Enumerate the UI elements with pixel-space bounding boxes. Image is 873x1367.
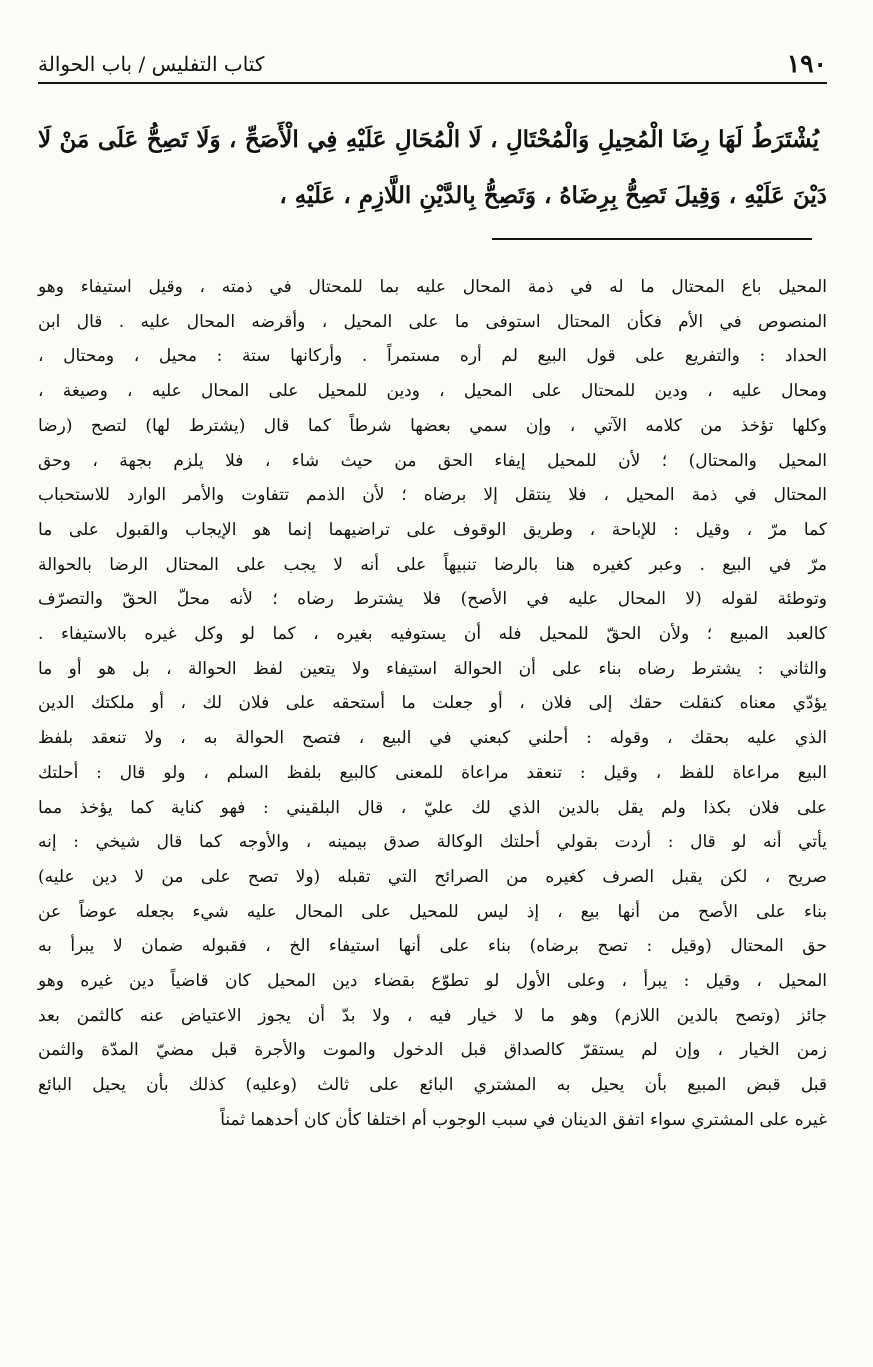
commentary-line: وتوطئة لقوله (لا المحال عليه في الأصح) فلا يشترط رضاه ؛ لأنه محلّ الحقّ والتصرّف — [38, 589, 827, 610]
page-number: ١٩٠ — [786, 49, 827, 78]
page-header — [38, 42, 827, 84]
commentary-line: جائز (وتصح بالدين اللازم) وهو ما لا خيار فيه ، ولا بدّ أن يجوز الاعتياض عنه كالثمن بعد — [38, 1005, 827, 1026]
commentary-line: على فلان بكذا ولم يقل بالدين الذي لك عليّ ، قال البلقيني : فهو كناية كما يؤخذ مما — [38, 797, 827, 818]
commentary-line: المحتال في ذمة المحيل ، فلا ينتقل إلا برضاه ؛ لأن الذمم تتفاوت والأمر الوارد للاستحباب — [38, 485, 827, 506]
commentary-line: مرّ في البيع . وعبر كغيره هنا بالرضا تنبيهاً على أنه لا يجب على المحتال الرضا بالحوالة — [38, 554, 827, 575]
commentary-line: وكلها تؤخذ من كلامه الآتي ، وإن سمي بعضها شرطاً كما قال (يشترط لها) لتصح (رضا — [38, 415, 827, 436]
commentary-line: البيع مراعاة للفظ ، وقيل : تنعقد مراعاة للمعنى كالبيع بلفظ السلم ، ولو قال : أحلتك — [38, 762, 827, 783]
commentary-line: قبل قبض المبيع بأن يحيل به المشتري البائع على ثالث (وعليه) كذلك بأن يحيل البائع — [38, 1075, 827, 1096]
commentary-line: الحداد : والتفريع على قول البيع لم أره مستمراً . وأركانها ستة : محيل ، ومحتال ، — [38, 346, 827, 367]
commentary-line: صريح ، لكن يقبل الصرف كغيره من الصرائح التي تقبله (ولا تصح على من لا دين عليه) — [38, 866, 827, 887]
commentary-line: المحيل والمحتال) ؛ لأن للمحيل إيفاء الحق من حيث شاء ، فلا يلزم بجهة ، وحق — [38, 450, 827, 471]
commentary-line: يؤدّي معناه كنقلت حقك إلى فلان ، أو جعلت ما أستحقه على فلان لك ، أو ملكتك الدين — [38, 693, 827, 714]
commentary-line: كالعبد المبيع ؛ ولأن الحقّ للمحيل فله أن يستوفيه بغيره ، كما لو وكل غيره بالاستيفاء . — [38, 624, 827, 645]
commentary-line: يأتي أنه لو قال : أردت بقولي أحلتك الوكالة صدق بيمينه ، والأوجه كما قال شيخي : إنه — [38, 832, 827, 853]
commentary-line: الذي عليه بحقك ، وقوله : أحلني كبعني في البيع ، فتصح الحوالة به ، ولا تنعقد بلفظ — [38, 728, 827, 749]
commentary-line: المحيل ، وقيل : يبرأ ، وعلى الأول لو تطوّع بقضاء دين المحيل كان قاضياً دين غيره وهو — [38, 971, 827, 992]
commentary-line: حق المحتال (وقيل : تصح برضاه) بناء على أنها استيفاء الخ ، فقبوله ضمان لا يبرأ به — [38, 936, 827, 957]
commentary-line: غيره على المشتري سواء اتفق الدينان في سبب الوجوب أم اختلفا كأن كان أحدهما ثمناً — [220, 1109, 827, 1130]
commentary-line: زمن الخيار ، وإن لم يستقرّ كالصداق قبل الدخول والموت والأجرة قبل مضيّ المدّة والثمن — [38, 1040, 827, 1061]
commentary-line: المحيل باع المحتال ما له في ذمة المحال عليه بما للمحتال في ذمته ، وقيل استيفاء وهو — [38, 277, 827, 297]
matn-text: يُشْتَرَطُ لَهَا رِضَا الْمُحِيلِ وَالْمُحْتَالِ ، لَا الْمُحَالِ عَلَيْهِ فِي الْأَصَحِّ ، وَلَا تَصِحُّ عَلَى مَنْ لَا دَيْنَ عَلَيْهِ ، وَقِيلَ تَصِحُّ بِرِضَاهُ ، وَتَصِحُّ بِالدَّيْنِ اللَّازِمِ ، عَلَيْهِ ، — [38, 126, 827, 209]
commentary-line: المنصوص في الأم فكأن المحتال استوفى ما على المحيل ، وأقرضه المحال عليه . قال ابن — [38, 311, 827, 332]
running-title: كتاب التفليس / باب الحوالة — [38, 52, 265, 76]
commentary-text — [38, 270, 827, 1138]
commentary-line: كما مرّ ، وقيل : للإباحة ، وطريق الوقوف على تراضيهما إنما هو الإيجاب والقبول على ما — [38, 519, 827, 540]
section-divider — [492, 238, 812, 240]
commentary-line: والثاني : يشترط رضاه بناء على أن الحوالة استيفاء ولا يتعين لفظ الحوالة ، بل هو أو ما — [38, 658, 827, 679]
commentary-line: بناء على الأصح من أنها بيع ، إذ ليس للمحيل على المحال عليه شيء بجعله عوضاً عن — [38, 901, 827, 922]
commentary-line: ومحال عليه ، ودين للمحتال على المحيل ، ودين للمحيل على المحال عليه ، وصيغة ، — [38, 381, 827, 402]
